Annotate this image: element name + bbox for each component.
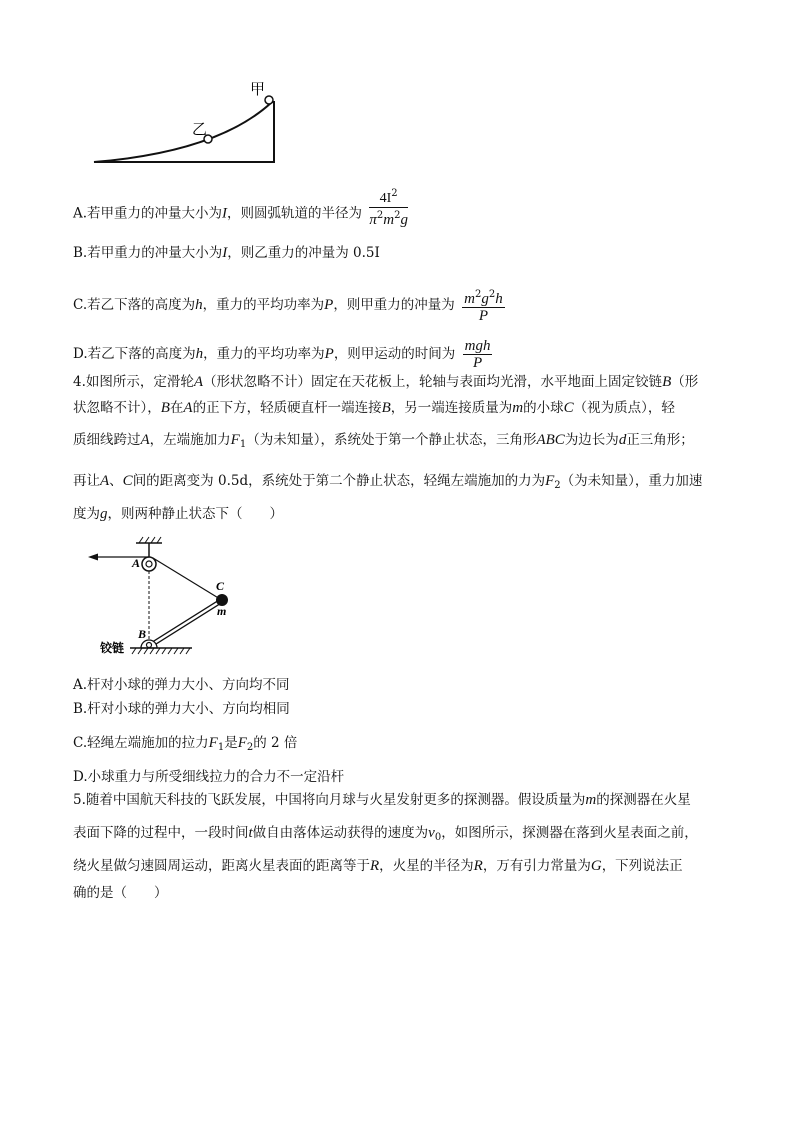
q5-stem-line-2: 表面下降的过程中，一段时间t做自由落体运动获得的速度为$v_0$，如图所示，探测器在落到火星表面之前， [73,825,698,843]
q3-option-b: B.若甲重力的冲量大小为I，则乙重力的冲量为 0.5I [73,245,380,261]
label-a: A [132,556,141,570]
q3-option-a: A.若甲重力的冲量大小为I，则圆弧轨道的半径为 $\frac{4I^2}{\pi^2m^2g}$ [73,188,408,228]
q4-stem-line-1: 4.如图所示，定滑轮A（形状忽略不计）固定在天花板上，轮轴与表面均光滑，水平地面上固定铰链B（形 [73,374,699,390]
q3-option-d: D.若乙下落的高度为h，重力的平均功率为P，则甲运动的时间为 $\frac{\text{mgh}}{P}$ [73,338,491,371]
q5-stem-line-4: 确的是（ ） [73,885,168,901]
q4-stem-line-4: 再让A、C间的距离变为 0.5d，系统处于第二个静止状态，轻绳左端施加的力为$F_2$（为未知量），重力加速 [73,473,703,491]
label-jia: 甲 [250,80,266,98]
arrow-left-icon [88,554,98,561]
q4-option-c: C.轻绳左端施加的拉力$F_1$是$F_2$的 2 倍 [73,735,298,753]
pulley-axle [146,561,152,567]
q3-option-c: C.若乙下落的高度为h，重力的平均功率为P，则甲重力的冲量为 $\frac{m^2g^2h}{P}$ [73,289,503,324]
curved-track-figure [88,80,288,170]
pulley-rod-figure [86,535,236,660]
ceiling-hatch [139,537,161,543]
hinge-pin [147,643,152,648]
label-m: m [217,604,227,618]
label-b: B [138,627,147,641]
q5-stem-line-1: 5.随着中国航天科技的飞跃发展，中国将向月球与火星发射更多的探测器。假设质量为m的探测器在火星 [73,792,691,808]
rod-inner [151,601,221,645]
label-hinge: 铰链 [100,641,125,655]
q4-option-a: A.杆对小球的弹力大小、方向均不同 [73,677,290,693]
label-yi: 乙 [192,120,208,138]
track-curve [94,102,274,162]
string-to-ball [153,558,220,599]
ground-hatch [132,648,190,654]
label-c: C [216,579,225,593]
q4-option-d: D.小球重力与所受细线拉力的合力不一定沿杆 [73,769,345,785]
q4-stem-line-5: 度为g，则两种静止状态下（ ） [73,506,283,522]
q4-stem-line-3: 质细线跨过A，左端施加力$F_1$（为未知量），系统处于第一个静止状态，三角形ABC为边长为d正三角形； [73,432,694,450]
ball-jia [265,96,273,104]
q4-option-b: B.杆对小球的弹力大小、方向均相同 [73,701,290,717]
q5-stem-line-3: 绕火星做匀速圆周运动，距离火星表面的距离等于R，火星的半径为R，万有引力常量为G，下列说法正 [73,858,683,874]
q4-stem-line-2: 状忽略不计），B在A的正下方，轻质硬直杆一端连接B，另一端连接质量为m的小球C（视为质点），轻 [73,400,675,416]
